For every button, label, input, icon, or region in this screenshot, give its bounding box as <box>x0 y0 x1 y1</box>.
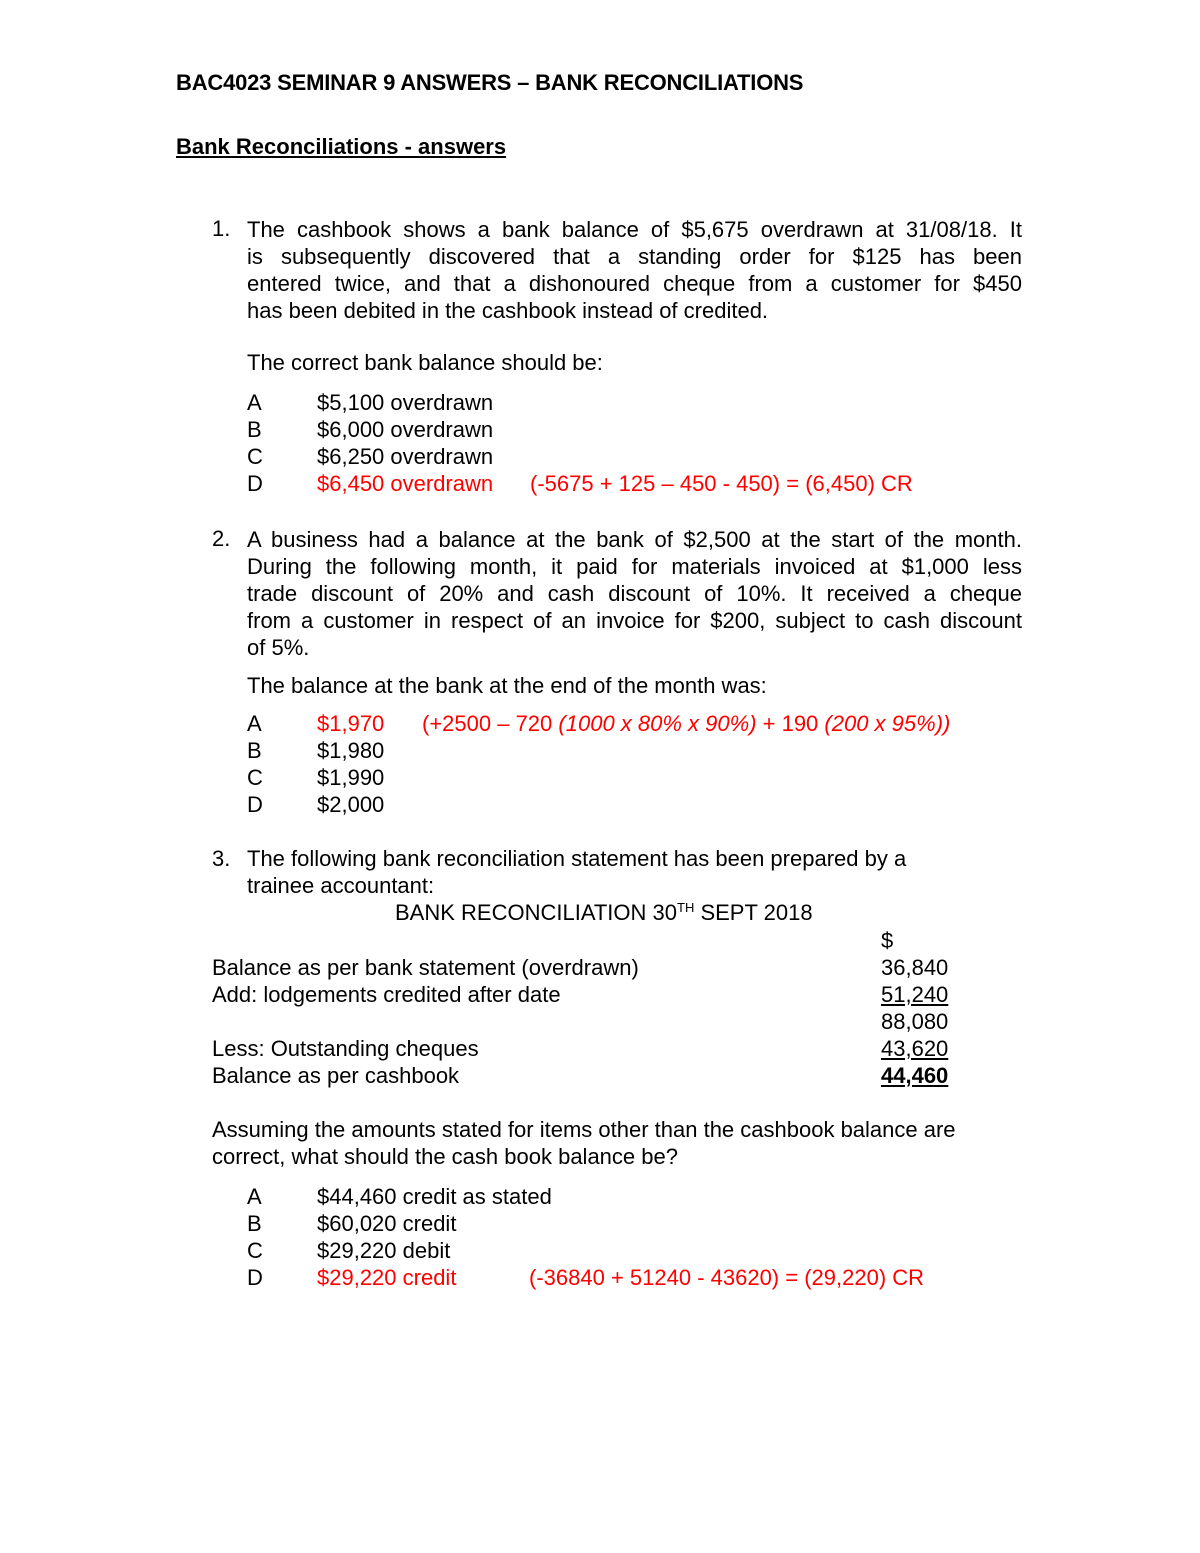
question-2-line: from a customer in respect of an invoice for $200, subject to cash discount <box>247 608 1022 633</box>
q1-working: (-5675 + 125 – 450 - 450) = (6,450) CR <box>530 471 913 496</box>
question-2-line: During the following month, it paid for materials invoiced at $1,000 less <box>247 554 1022 579</box>
question-2-line: A business had a balance at the bank of $2,500 at the start of the month. <box>247 527 1022 552</box>
reconciliation-title-part: BANK RECONCILIATION 30 <box>395 900 677 925</box>
q2-option-b-letter: B <box>247 738 262 763</box>
question-1-text <box>247 216 1022 324</box>
question-3-number: 3. <box>212 846 231 871</box>
q2-option-c-text: $1,990 <box>317 765 385 790</box>
question-3-line: trainee accountant: <box>247 873 435 898</box>
question-3-line: The following bank reconciliation statement has been prepared by a <box>247 846 907 871</box>
recon-row-amount: 36,840 <box>881 955 949 980</box>
question-1-line: has been debited in the cashbook instead of credited. <box>247 298 769 323</box>
recon-row-amount-total: 44,460 <box>881 1063 949 1088</box>
question-1-line: entered twice, and that a dishonoured cheque from a customer for $450 <box>247 271 1022 296</box>
question-2-prompt: The balance at the bank at the end of the month was: <box>247 673 767 698</box>
q3-option-c-letter: C <box>247 1238 263 1263</box>
q2-working-part: (200 x 95%)) <box>824 711 951 736</box>
q3-option-c-text: $29,220 debit <box>317 1238 451 1263</box>
q3-option-a-letter: A <box>247 1184 262 1209</box>
question-2-text <box>247 526 1022 661</box>
q2-working-part: (1000 x 80% x 90%) <box>558 711 757 736</box>
q3-working: (-36840 + 51240 - 43620) = (29,220) CR <box>529 1265 925 1290</box>
recon-row-amount: 51,240 <box>881 982 949 1007</box>
question-3-prompt-line: Assuming the amounts stated for items other than the cashbook balance are <box>212 1117 956 1142</box>
q3-option-d-letter: D <box>247 1265 263 1290</box>
q3-option-b-letter: B <box>247 1211 262 1236</box>
q1-option-a-letter: A <box>247 390 262 415</box>
reconciliation-title <box>395 900 813 926</box>
q2-option-d-text: $2,000 <box>317 792 385 817</box>
recon-row-amount: 43,620 <box>881 1036 949 1061</box>
q1-option-a-text: $5,100 overdrawn <box>317 390 494 415</box>
question-2-line: trade discount of 20% and cash discount of 10%. It received a cheque <box>247 581 1022 606</box>
q2-working-part: (+2500 – 720 <box>422 711 559 736</box>
q1-option-c-text: $6,250 overdrawn <box>317 444 494 469</box>
recon-row-label: Balance as per bank statement (overdrawn) <box>212 955 639 980</box>
question-1-line: The cashbook shows a bank balance of $5,675 overdrawn at 31/08/18. It <box>247 217 1022 242</box>
q1-option-d-text-answer: $6,450 overdrawn <box>317 471 494 496</box>
section-heading: Bank Reconciliations - answers <box>176 134 507 159</box>
q3-option-d-text-answer: $29,220 credit <box>317 1265 457 1290</box>
q2-working-part: + 190 <box>756 711 825 736</box>
q2-option-a-letter: A <box>247 711 262 736</box>
question-2-number: 2. <box>212 526 231 551</box>
recon-row-label: Add: lodgements credited after date <box>212 982 561 1007</box>
q2-option-a-text-answer: $1,970 <box>317 711 385 736</box>
question-1-number: 1. <box>212 216 231 241</box>
document-title: BAC4023 SEMINAR 9 ANSWERS – BANK RECONCILIATIONS <box>176 70 804 95</box>
q2-working <box>422 711 950 737</box>
q3-option-b-text: $60,020 credit <box>317 1211 457 1236</box>
q2-option-d-letter: D <box>247 792 263 817</box>
reconciliation-title-superscript: TH <box>677 900 695 915</box>
question-2-line: of 5%. <box>247 635 310 660</box>
q1-option-c-letter: C <box>247 444 263 469</box>
q2-option-c-letter: C <box>247 765 263 790</box>
q1-option-b-text: $6,000 overdrawn <box>317 417 494 442</box>
q1-option-d-letter: D <box>247 471 263 496</box>
q2-option-b-text: $1,980 <box>317 738 385 763</box>
question-1-prompt: The correct bank balance should be: <box>247 350 603 375</box>
q3-option-a-text: $44,460 credit as stated <box>317 1184 552 1209</box>
currency-header: $ <box>881 928 894 953</box>
question-1-line: is subsequently discovered that a standing order for $125 has been <box>247 244 1022 269</box>
reconciliation-title-part: SEPT 2018 <box>694 900 813 925</box>
q1-option-b-letter: B <box>247 417 262 442</box>
question-3-prompt-line: correct, what should the cash book balance be? <box>212 1144 678 1169</box>
recon-row-amount: 88,080 <box>881 1009 949 1034</box>
recon-row-label: Balance as per cashbook <box>212 1063 460 1088</box>
recon-row-label: Less: Outstanding cheques <box>212 1036 479 1061</box>
